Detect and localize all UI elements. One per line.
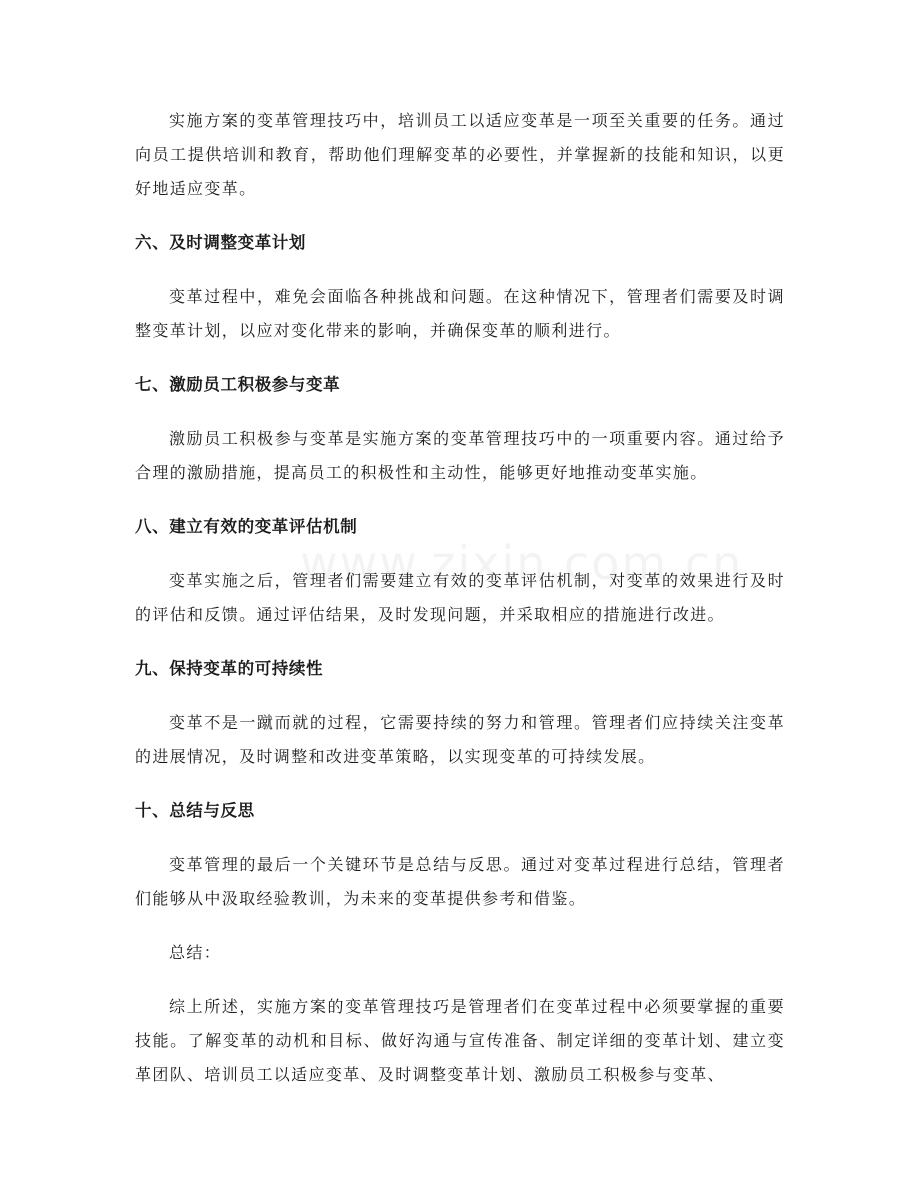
section-heading-10: 十、总结与反思 [135,801,255,820]
section-heading-6: 六、及时调整变革计划 [135,233,306,252]
section-heading-8: 八、建立有效的变革评估机制 [135,517,358,536]
intro-paragraph: 实施方案的变革管理技巧中，培训员工以适应变革是一项至关重要的任务。通过向员工提供培训和教育，帮助他们理解变革的必要性，并掌握新的技能和知识，以更好地适应变革。 [135,111,785,198]
summary-label: 总结： [169,943,222,962]
section-body-6: 变革过程中，难免会面临各种挑战和问题。在这种情况下，管理者们需要及时调整变革计划，以应对变化带来的影响，并确保变革的顺利进行。 [135,287,785,340]
section-body-9: 变革不是一蹴而就的过程，它需要持续的努力和管理。管理者们应持续关注变革的进展情况，及时调整和改进变革策略，以实现变革的可持续发展。 [135,713,785,766]
section-heading-7: 七、激励员工积极参与变革 [135,375,341,394]
section-body-10: 变革管理的最后一个关键环节是总结与反思。通过对变革过程进行总结，管理者们能够从中汲取经验教训，为未来的变革提供参考和借鉴。 [135,855,785,908]
summary-paragraph: 综上所述，实施方案的变革管理技巧是管理者们在变革过程中必须要掌握的重要技能。了解变革的动机和目标、做好沟通与宣传准备、制定详细的变革计划、建立变革团队、培训员工以适应变革、及时调整变革计划、激励员工积极参与变革、 [135,997,785,1084]
section-body-7: 激励员工积极参与变革是实施方案的变革管理技巧中的一项重要内容。通过给予合理的激励措施，提高员工的积极性和主动性，能够更好地推动变革实施。 [135,429,785,482]
document-body [135,104,785,1092]
section-body-8: 变革实施之后，管理者们需要建立有效的变革评估机制，对变革的效果进行及时的评估和反馈。通过评估结果，及时发现问题，并采取相应的措施进行改进。 [135,571,785,624]
section-heading-9: 九、保持变革的可持续性 [135,659,324,678]
